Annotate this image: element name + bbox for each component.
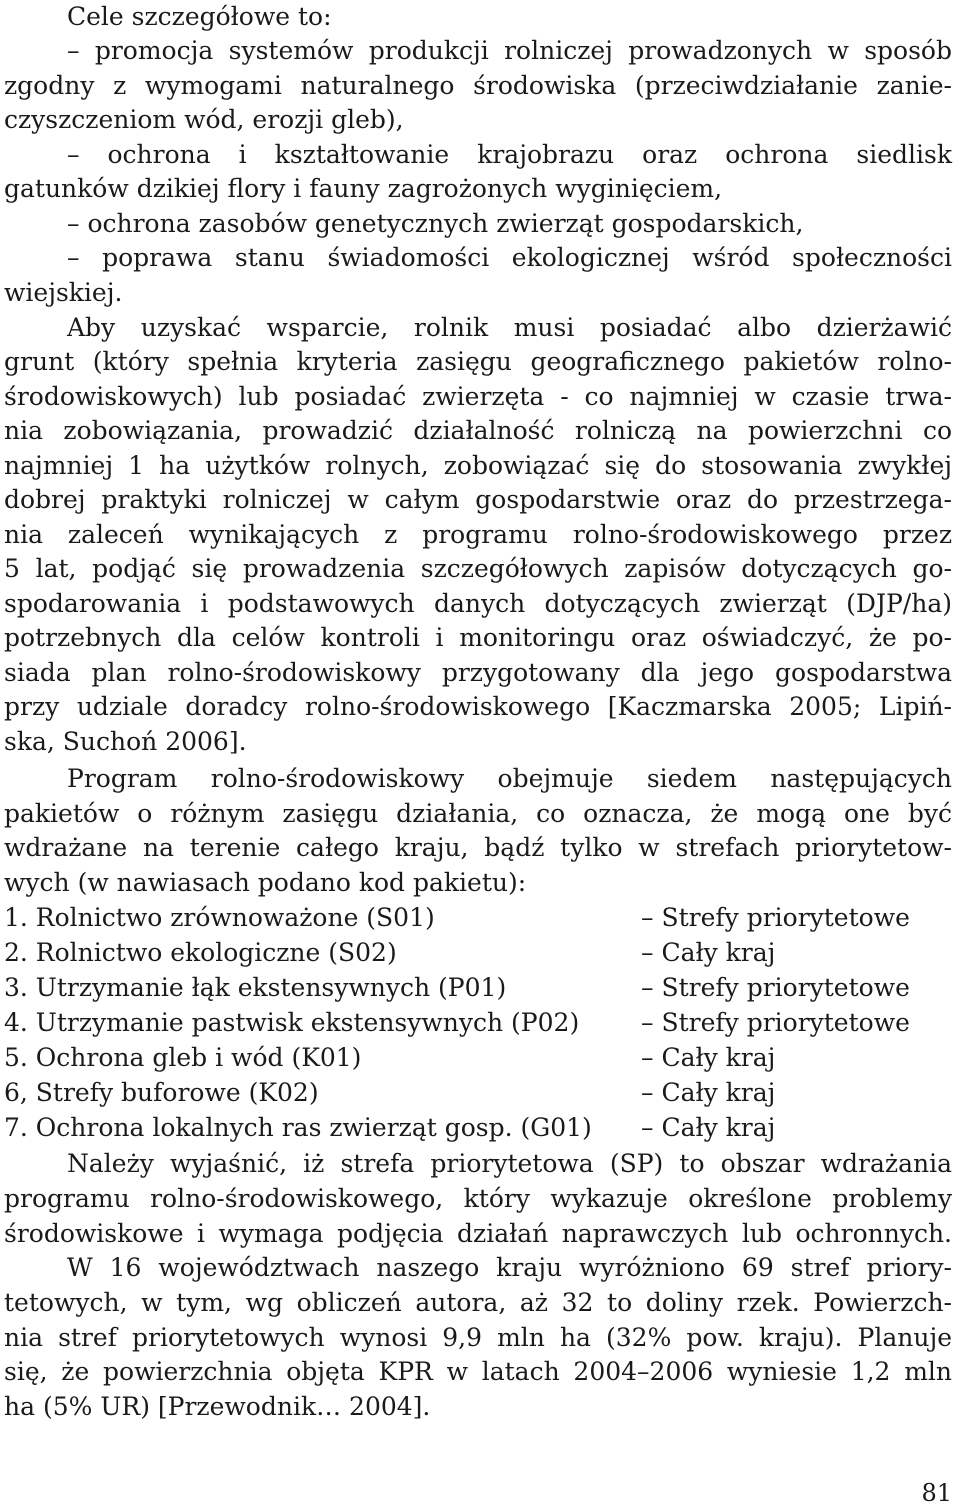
text-line: – poprawa stanu świadomości ekologicznej wśród społeczności [67,243,952,272]
text-line: spodarowania i podstawowych danych dotyczących zwierząt (DJP/ha) [4,589,952,618]
text-line: – ochrona zasobów genetycznych zwierząt gospodarskich, [67,209,804,238]
text-line: programu rolno-środowiskowego, który wykazuje określone problemy [4,1184,952,1213]
text-line: pakietów o różnym zasięgu działania, co oznacza, że mogą one być [4,799,952,828]
package-scope: – Cały kraj [641,1113,776,1142]
text-line: nia stref priorytetowych wynosi 9,9 mln ha (32% pow. kraju). Planuje [4,1323,952,1352]
text-line: gatunków dzikiej flory i fauny zagrożonych wyginięciem, [4,174,723,203]
text-line: środowiskowe i wymaga podjęcia działań naprawczych lub ochronnych. [4,1219,952,1248]
package-scope: – Strefy priorytetowe [641,1008,910,1037]
text-line: siada plan rolno-środowiskowy przygotowany dla jego gospodarstwa [4,658,952,687]
text-line: Cele szczegółowe to: [67,2,332,31]
text-line: dobrej praktyki rolniczej w całym gospodarstwie oraz do przestrzega- [4,485,952,514]
text-line: W 16 województwach naszego kraju wyróżniono 69 stref priory- [67,1253,952,1282]
page-number: 81 [921,1479,952,1507]
package-name: 4. Utrzymanie pastwisk ekstensywnych (P02) [4,1008,580,1037]
package-name: 3. Utrzymanie łąk ekstensywnych (P01) [4,973,507,1002]
text-line: nia zobowiązania, prowadzić działalność rolniczą na powierzchni co [4,416,952,445]
text-line: wdrażane na terenie całego kraju, bądź tylko w strefach priorytetow- [4,833,952,862]
package-scope: – Cały kraj [641,1043,776,1072]
text-line: tetowych, w tym, wg obliczeń autora, aż 32 to doliny rzek. Powierzch- [4,1288,952,1317]
text-line: przy udziale doradcy rolno-środowiskowego [Kaczmarska 2005; Lipiń- [4,692,952,721]
package-scope: – Strefy priorytetowe [641,903,910,932]
text-line: – ochrona i kształtowanie krajobrazu oraz ochrona siedlisk [67,140,952,169]
package-scope: – Cały kraj [641,938,776,967]
package-scope: – Strefy priorytetowe [641,973,910,1002]
text-line: Należy wyjaśnić, iż strefa priorytetowa (SP) to obszar wdrażania [67,1149,952,1178]
text-line: 5 lat, podjąć się prowadzenia szczegółowych zapisów dotyczących go- [4,554,952,583]
text-line: Program rolno-środowiskowy obejmuje siedem następujących [67,764,952,793]
text-line: Aby uzyskać wsparcie, rolnik musi posiadać albo dzierżawić [67,313,952,342]
text-line: wiejskiej. [4,278,123,307]
text-line: ska, Suchoń 2006]. [4,727,247,756]
package-name: 5. Ochrona gleb i wód (K01) [4,1043,362,1072]
text-line: grunt (który spełnia kryteria zasięgu geograficznego pakietów rolno- [4,347,952,376]
text-line: – promocja systemów produkcji rolniczej prowadzonych w sposób [67,36,952,65]
package-name: 7. Ochrona lokalnych ras zwierząt gosp. (G01) [4,1113,592,1142]
package-name: 6, Strefy buforowe (K02) [4,1078,319,1107]
package-name: 1. Rolnictwo zrównoważone (S01) [4,903,435,932]
text-line: środowiskowych) lub posiadać zwierzęta - co najmniej w czasie trwa- [4,382,952,411]
package-name: 2. Rolnictwo ekologiczne (S02) [4,938,397,967]
package-scope: – Cały kraj [641,1078,776,1107]
text-line: się, że powierzchnia objęta KPR w latach 2004–2006 wyniesie 1,2 mln [4,1357,952,1386]
text-line: ha (5% UR) [Przewodnik… 2004]. [4,1392,431,1421]
text-line: czyszczeniom wód, erozji gleb), [4,105,404,134]
text-line: potrzebnych dla celów kontroli i monitoringu oraz oświadczyć, że po- [4,623,952,652]
text-line: wych (w nawiasach podano kod pakietu): [4,868,527,897]
text-line: zgodny z wymogami naturalnego środowiska (przeciwdziałanie zanie- [4,71,952,100]
text-line: nia zaleceń wynikających z programu rolno-środowiskowego przez [4,520,952,549]
text-line: najmniej 1 ha użytków rolnych, zobowiązać się do stosowania zwykłej [4,451,952,480]
